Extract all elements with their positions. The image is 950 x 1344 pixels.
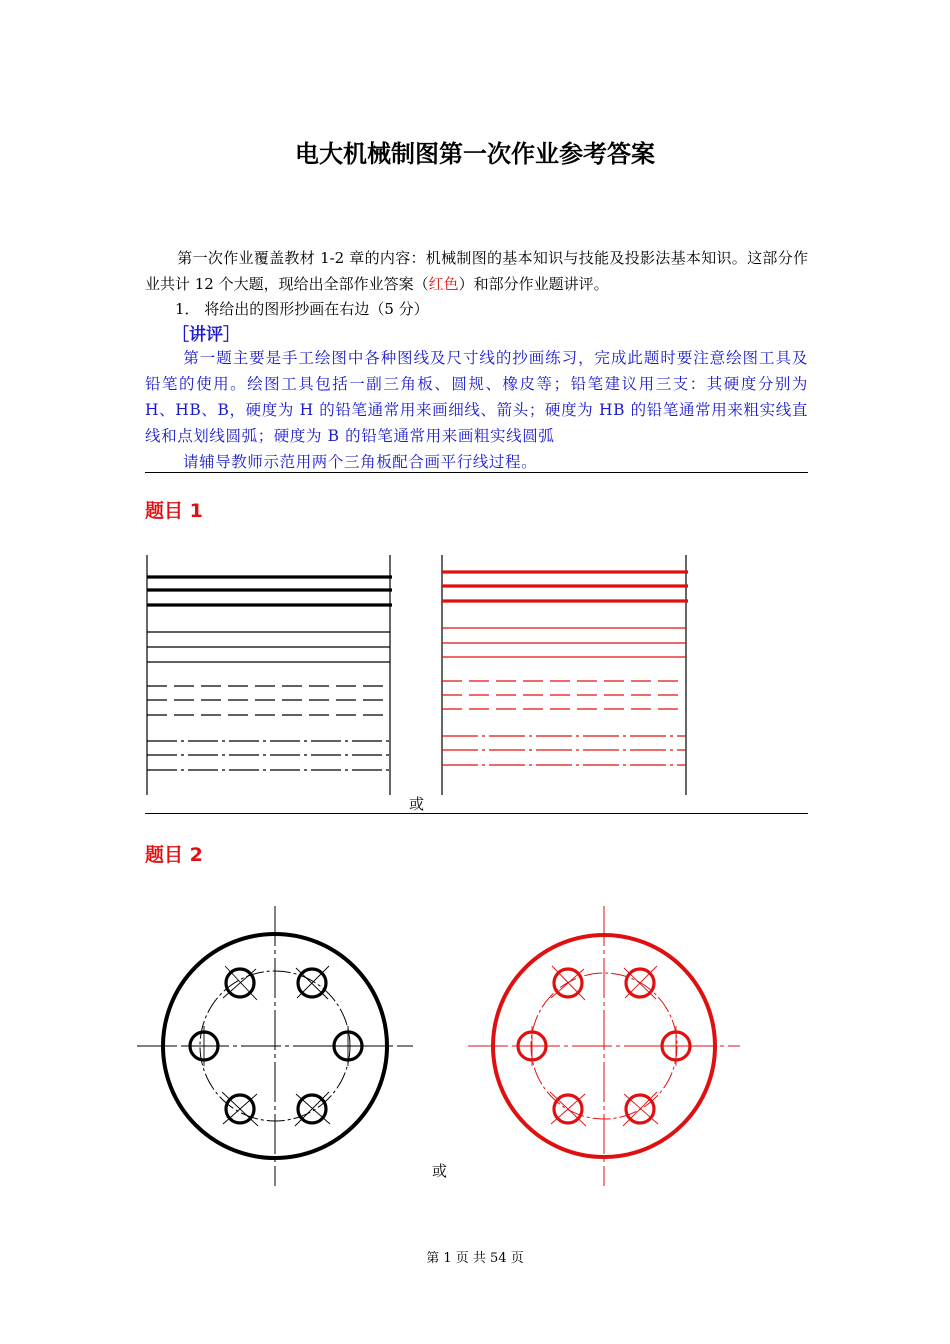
intro-text-after: ）和部分作业题讲评。 bbox=[458, 275, 609, 293]
page-title: 电大机械制图第一次作业参考答案 bbox=[295, 140, 655, 168]
topic-2-or: 或 bbox=[432, 1162, 448, 1180]
topic-2-figure bbox=[0, 900, 950, 1190]
comment-paragraph-1 bbox=[145, 345, 808, 449]
topic-1-figure bbox=[0, 540, 950, 810]
divider-1 bbox=[145, 472, 808, 473]
comment-paragraph-2-text: 请辅导教师示范用两个三角板配合画平行线过程。 bbox=[183, 453, 538, 471]
intro-text-before: 第一次作业覆盖教材 1-2 章的内容：机械制图的基本知识与技能及投影法基本知识。这部分作业共计 12 个大题，现给出全部作业答案（ bbox=[145, 249, 808, 293]
topic-2-answer bbox=[468, 906, 740, 1186]
comment-heading: ［讲评］ bbox=[172, 325, 240, 345]
intro-paragraph bbox=[145, 245, 808, 297]
topic-1-label: 题目 1 bbox=[145, 500, 203, 522]
page-footer: 第 1 页 共 54 页 bbox=[426, 1251, 524, 1266]
question-1: 1． 将给出的图形抄画在右边（5 分） bbox=[175, 300, 429, 318]
intro-red-text: 红色 bbox=[428, 275, 459, 293]
comment-block bbox=[145, 345, 808, 475]
topic-1-or: 或 bbox=[409, 795, 425, 813]
divider-2 bbox=[145, 813, 808, 814]
comment-paragraph-1-text: 第一题主要是手工绘图中各种图线及尺寸线的抄画练习，完成此题时要注意绘图工具及铅笔的使用。绘图工具包括一副三角板、圆规、橡皮等；铅笔建议用三支：其硬度分别为 H、HB、B，硬度为 H 的铅笔通常用来画细线、箭头；硬度为 HB 的铅笔通常用来粗实线直线和点划线圆弧；硬度为 B 的铅笔通常用来画粗实线圆弧 bbox=[145, 349, 808, 445]
topic-1-original bbox=[147, 555, 392, 795]
topic-1-answer bbox=[442, 555, 688, 795]
topic-2-label: 题目 2 bbox=[145, 844, 203, 866]
topic-2-original bbox=[137, 906, 413, 1186]
